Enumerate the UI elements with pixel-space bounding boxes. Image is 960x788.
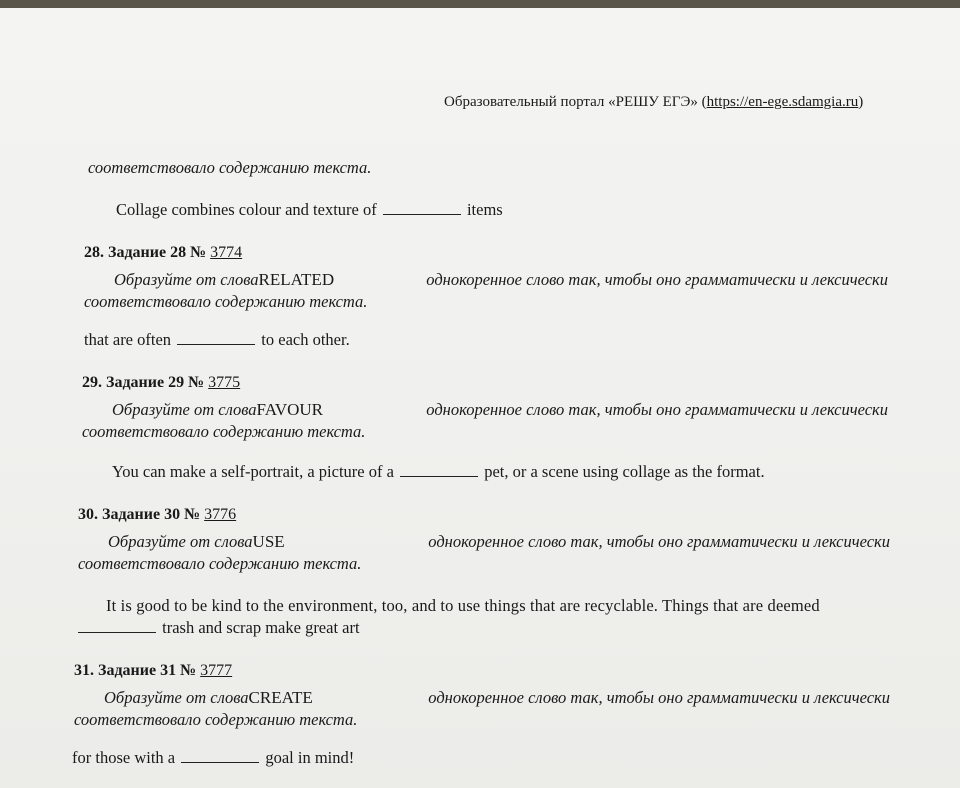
task-title-text: 30. Задание 30 № bbox=[78, 506, 205, 523]
task-28-sentence bbox=[84, 330, 350, 350]
portal-link[interactable]: https://en-ege.sdamgia.ru bbox=[706, 94, 859, 110]
sentence-after: to each other. bbox=[261, 330, 350, 349]
task-title-text: 28. Задание 28 № bbox=[84, 244, 211, 261]
portal-header-close: ) bbox=[858, 94, 864, 110]
task-number-link[interactable]: 3775 bbox=[208, 374, 241, 391]
task-30-instruction bbox=[108, 532, 890, 552]
instruction-prefix: Образуйте от слова bbox=[104, 688, 249, 707]
portal-header-text: Образовательный портал «РЕШУ ЕГЭ» ( bbox=[444, 94, 707, 110]
task-31-sentence bbox=[72, 748, 354, 768]
sentence-after: trash and scrap make great art bbox=[162, 618, 360, 637]
sentence-after: goal in mind! bbox=[265, 748, 355, 767]
answer-blank[interactable] bbox=[383, 213, 461, 215]
sentence-after: pet, or a scene using collage as the format. bbox=[484, 462, 765, 481]
sentence-before: that are often bbox=[84, 330, 172, 349]
task-28-instruction-line2: соответствовало содержанию текста. bbox=[84, 292, 368, 311]
sentence-before: You can make a self-portrait, a picture of a bbox=[112, 462, 394, 481]
instruction-prefix: Образуйте от слова bbox=[114, 270, 259, 289]
task-28-instruction bbox=[114, 270, 888, 290]
task-title-text: 31. Задание 31 № bbox=[74, 662, 201, 679]
answer-blank[interactable] bbox=[78, 631, 156, 633]
task-31-instruction bbox=[104, 688, 890, 708]
answer-blank[interactable] bbox=[177, 343, 255, 345]
task-30-instruction-line2: соответствовало содержанию текста. bbox=[78, 554, 362, 573]
task-29-sentence bbox=[112, 462, 765, 482]
task-30-sentence-line2 bbox=[76, 618, 360, 638]
instruction-suffix: однокоренное слово так, чтобы оно грамматически и лексически bbox=[426, 270, 888, 289]
prev-sentence-after: items bbox=[466, 200, 503, 219]
task-number-link[interactable]: 3776 bbox=[204, 506, 237, 523]
portal-header bbox=[444, 94, 863, 111]
task-number-link[interactable]: 3774 bbox=[210, 244, 243, 261]
source-word: USE bbox=[252, 532, 285, 551]
task-29-title bbox=[82, 374, 240, 392]
instruction-suffix: однокоренное слово так, чтобы оно грамматически и лексически bbox=[428, 532, 890, 551]
instruction-prefix: Образуйте от слова bbox=[112, 400, 257, 419]
task-30-title bbox=[78, 506, 236, 524]
prev-sentence-before: Collage combines colour and texture of bbox=[116, 200, 377, 219]
prev-instruction-end: соответствовало содержанию текста. bbox=[88, 158, 372, 177]
task-30-sentence-line1: It is good to be kind to the environment, too, and to use things that are recyclable. Things that are deemed bbox=[106, 596, 820, 615]
answer-blank[interactable] bbox=[181, 761, 259, 763]
task-number-link[interactable]: 3777 bbox=[200, 662, 233, 679]
instruction-suffix: однокоренное слово так, чтобы оно грамматически и лексически bbox=[426, 400, 888, 419]
source-word: RELATED bbox=[258, 270, 335, 289]
sentence-before: for those with a bbox=[72, 748, 176, 767]
task-title-text: 29. Задание 29 № bbox=[82, 374, 209, 391]
task-31-instruction-line2: соответствовало содержанию текста. bbox=[74, 710, 358, 729]
worksheet-page bbox=[0, 8, 960, 788]
source-word: FAVOUR bbox=[256, 400, 323, 419]
task-29-instruction bbox=[112, 400, 888, 420]
instruction-suffix: однокоренное слово так, чтобы оно грамматически и лексически bbox=[428, 688, 890, 707]
prev-sentence bbox=[116, 200, 503, 220]
source-word: CREATE bbox=[248, 688, 313, 707]
instruction-prefix: Образуйте от слова bbox=[108, 532, 253, 551]
task-28-title bbox=[84, 244, 242, 262]
task-29-instruction-line2: соответствовало содержанию текста. bbox=[82, 422, 366, 441]
task-31-title bbox=[74, 662, 232, 680]
answer-blank[interactable] bbox=[400, 475, 478, 477]
